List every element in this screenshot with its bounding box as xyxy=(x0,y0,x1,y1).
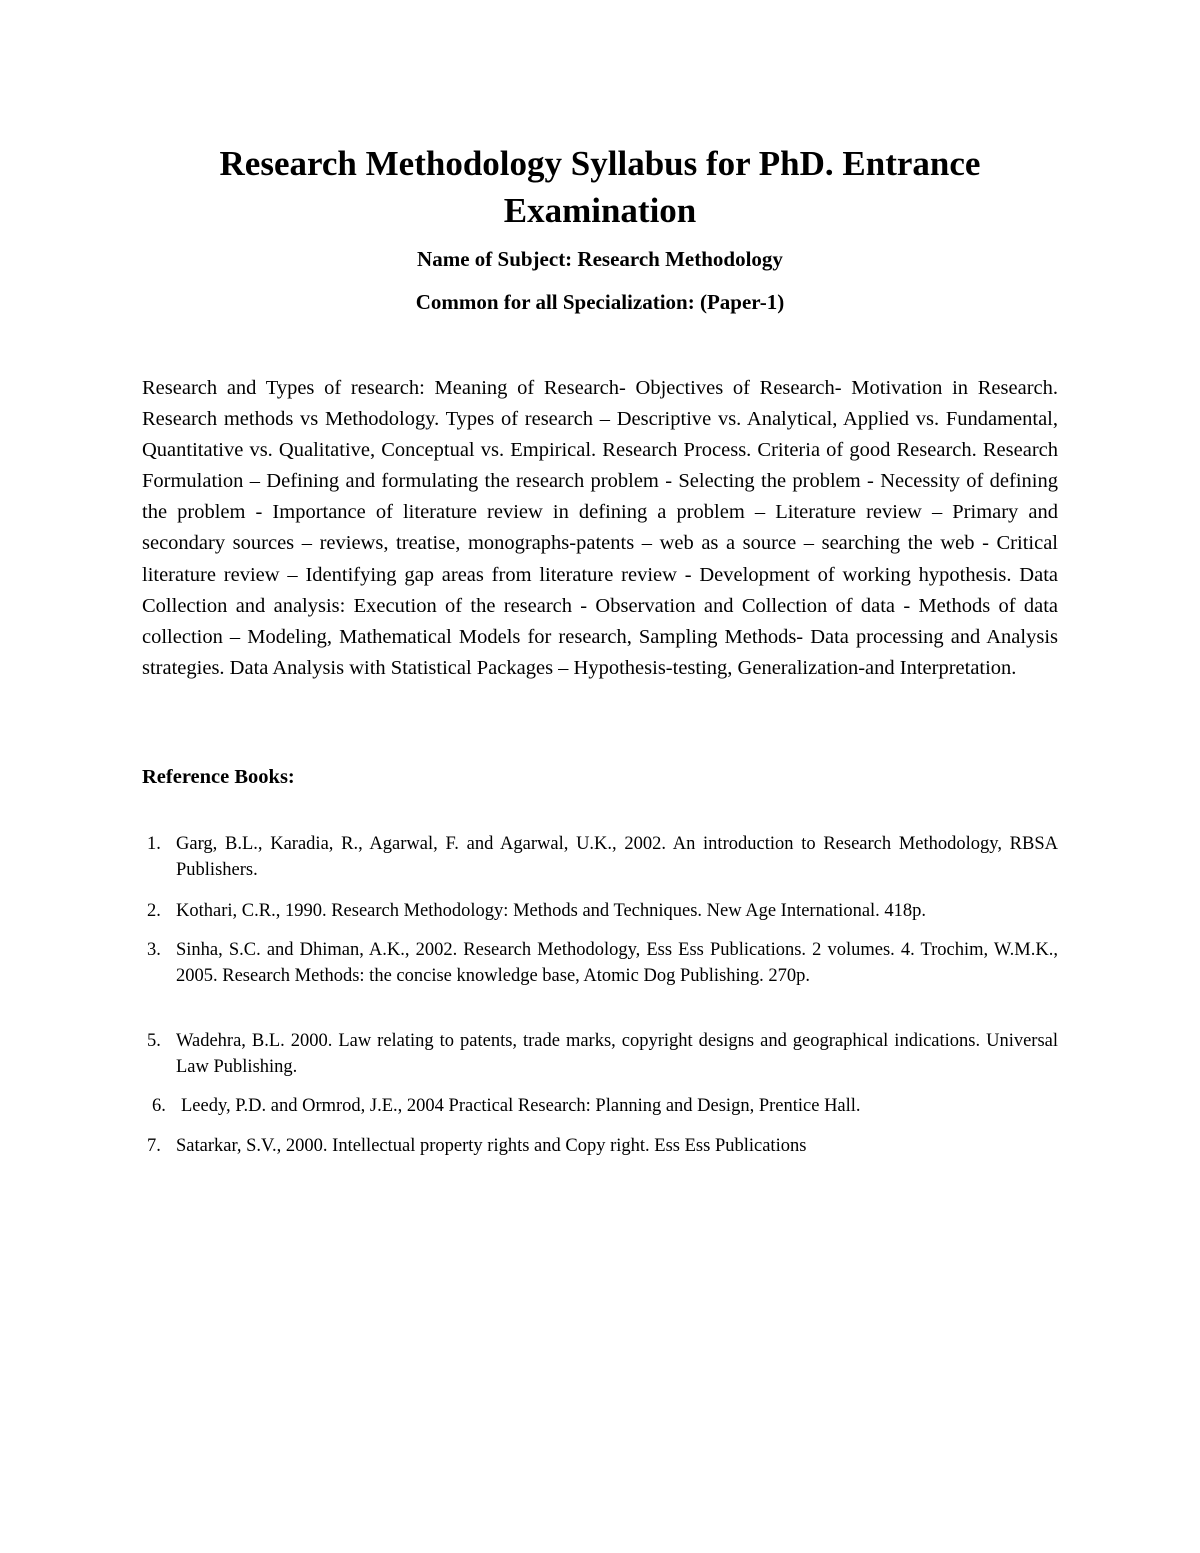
reference-number: 2. xyxy=(147,901,161,921)
reference-books-heading: Reference Books: xyxy=(142,766,295,788)
reference-text: Sinha, S.C. and Dhiman, A.K., 2002. Research Methodology, Ess Ess Publications. 2 volumes. 4. Trochim, W.M.K., 2005. Research Methods: the concise knowledge base, Atomic Dog Publishing. 270p. xyxy=(176,940,1058,986)
reference-item xyxy=(152,1094,1058,1120)
reference-number: 5. xyxy=(147,1031,161,1051)
page-title: Research Methodology Syllabus for PhD. Entrance Examination xyxy=(219,144,981,230)
reference-number: 7. xyxy=(147,1136,161,1156)
reference-text: Satarkar, S.V., 2000. Intellectual property rights and Copy right. Ess Ess Publications xyxy=(176,1136,807,1156)
reference-text: Garg, B.L., Karadia, R., Agarwal, F. and Agarwal, U.K., 2002. An introduction to Research Methodology, RBSA Publishers. xyxy=(176,834,1058,880)
reference-text: Leedy, P.D. and Ormrod, J.E., 2004 Practical Research: Planning and Design, Prentice Hall. xyxy=(181,1096,861,1116)
reference-item xyxy=(147,1134,1058,1160)
subject-name: Name of Subject: Research Methodology xyxy=(417,247,783,271)
reference-number: 1. xyxy=(147,834,161,854)
syllabus-body: Research and Types of research: Meaning of Research- Objectives of Research- Motivation in Research. Research methods vs Methodology. Types of research – Descriptive vs. Analytical, Applied vs. Fundamental, Quantitative vs. Qualitative, Conceptual vs. Empirical. Research Process. Criteria of good Research. Research Formulation – Defining and formulating the research problem - Selecting the problem - Necessity of defining the problem - Importance of literature review in defining a problem – Literature review – Primary and secondary sources – reviews, treatise, monographs-patents – web as a source – searching the web - Critical literature review – Identifying gap areas from literature review - Development of working hypothesis. Data Collection and analysis: Execution of the research - Observation and Collection of data - Methods of data collection – Modeling, Mathematical Models for research, Sampling Methods- Data processing and Analysis strategies. Data Analysis with Statistical Packages – Hypothesis-testing, Generalization-and Interpretation. xyxy=(142,377,1058,679)
reference-number: 3. xyxy=(147,940,161,960)
reference-item xyxy=(147,899,1058,925)
reference-text: Kothari, C.R., 1990. Research Methodology: Methods and Techniques. New Age International. 418p. xyxy=(176,901,927,921)
reference-item xyxy=(147,938,1058,989)
reference-item xyxy=(147,832,1058,883)
reference-number: 6. xyxy=(152,1096,166,1116)
paper-info: Common for all Specialization: (Paper-1) xyxy=(415,290,785,314)
reference-text: Wadehra, B.L. 2000. Law relating to patents, trade marks, copyright designs and geographical indications. Universal Law Publishing. xyxy=(176,1031,1058,1077)
reference-item xyxy=(147,1029,1058,1080)
